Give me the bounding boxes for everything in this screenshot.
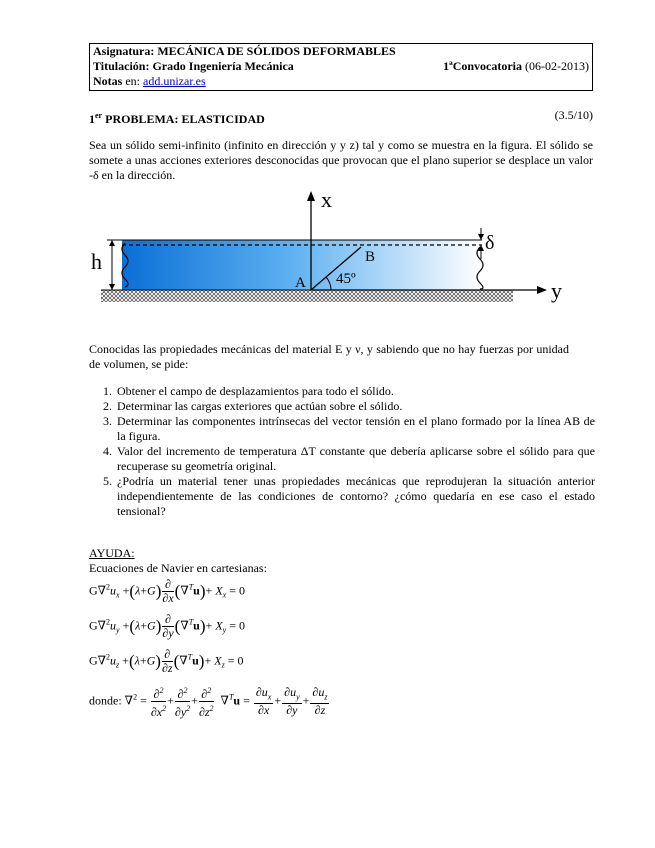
problem-number-sup: er [95,111,103,120]
problem-title [89,108,593,127]
help-subtitle: Ecuaciones de Navier en cartesianas: [89,561,267,575]
y-label: y [551,278,562,303]
problem-score: (3.5/10) [554,108,593,122]
question-item: 4. Valor del incremento de temperatura ΔT constante que debería aplicarse sobre el sólido para que recuperase su geometría original. [115,444,595,474]
h-arrow-bottom [109,284,115,290]
x-label: x [321,187,332,212]
ground-hatch [101,290,513,302]
donde-label: donde: [89,693,122,708]
question-item: 2. Determinar las cargas exteriores que actúan sobre el sólido. [115,399,595,414]
h-arrow-top [109,240,115,246]
navier-eq-y: $G\nabla^2u_y +(\lambda+G)$ $\frac{\partial}{\partial y}$ $(\nabla^Tu)+ X_y = 0$ [89,612,245,640]
label-A: A [295,275,306,291]
navier-eq-x: $G\nabla^2u_x +(\lambda+G)$ $\frac{\partial}{\partial x}$ $(\nabla^Tu)+ X_x = 0$ [89,577,245,605]
y-axis-arrow [537,286,547,294]
help-title: AYUDA: [89,546,135,560]
notes-link[interactable]: add.unizar.es [143,74,206,88]
label-angle: 45º [336,271,356,287]
degree-label: Titulación: [93,59,150,73]
call-date: (06-02-2013) [525,59,589,73]
header-box [89,43,593,91]
label-B: B [365,249,376,265]
x-axis-arrow [307,191,315,201]
delta-label: δ [485,232,495,254]
laplacian-definition: donde: ∇$^2$ = $\frac{\partial^2}{\partial x^2}$ + $\frac{\partial^2}{\partial y^2}$ + $\frac{\partial^2}{\partial z^2}$ ∇$^T$u = $\frac{\partial u_x}{\partial x}$ + $\frac{\partial u_y}{\partial y}$ + $\frac{\partial u_z}{\partial z}$ [89,684,328,719]
problem-title-text: PROBLEMA: ELASTICIDAD [102,112,265,126]
question-item: 1. Obtener el campo de desplazamientos para todo el sólido. [115,384,595,399]
subject-value: MECÁNICA DE SÓLIDOS DEFORMABLES [157,44,396,58]
navier-eq-z: $G\nabla^2u_z +(\lambda+G)$ $\frac{\partial}{\partial z}$ $(\nabla^Tu)+ X_z = 0$ [89,647,244,675]
subject-label: Asignatura: [93,44,155,58]
call-label: 1ªConvocatoria [443,59,523,73]
problem-number: 1 [89,112,95,126]
intro-paragraph: Sea un sólido semi-infinito (infinito en dirección y y z) tal y como se muestra en la figura. El sólido se somete a unas acciones exteriores desconocidas que provocan que el plano superior se desplace un valor -δ en la dirección. [89,138,593,182]
question-list [89,384,595,519]
question-item: 5. ¿Podría un material tener unas propiedades mecánicas que reprodujeran la situación anterior independientemente de las condiciones de contorno? ¿cómo quedaría en ese caso el estado tensional? [115,474,595,519]
notes-label: Notas [93,74,123,88]
given-paragraph: Conocidas las propiedades mecánicas del material E y ν, y sabiendo que no hay fuerzas por unidad de volumen, se pide: [89,342,569,371]
h-label: h [91,249,102,274]
notes-en: en: [122,74,144,88]
question-item: 3. Determinar las componentes intrínsecas del vector tensión en el plano formado por la línea AB de la figura. [115,414,595,444]
degree-value: Grado Ingeniería Mecánica [152,59,294,73]
solid-figure [85,185,575,310]
delta-arrowhead-top [478,234,484,240]
